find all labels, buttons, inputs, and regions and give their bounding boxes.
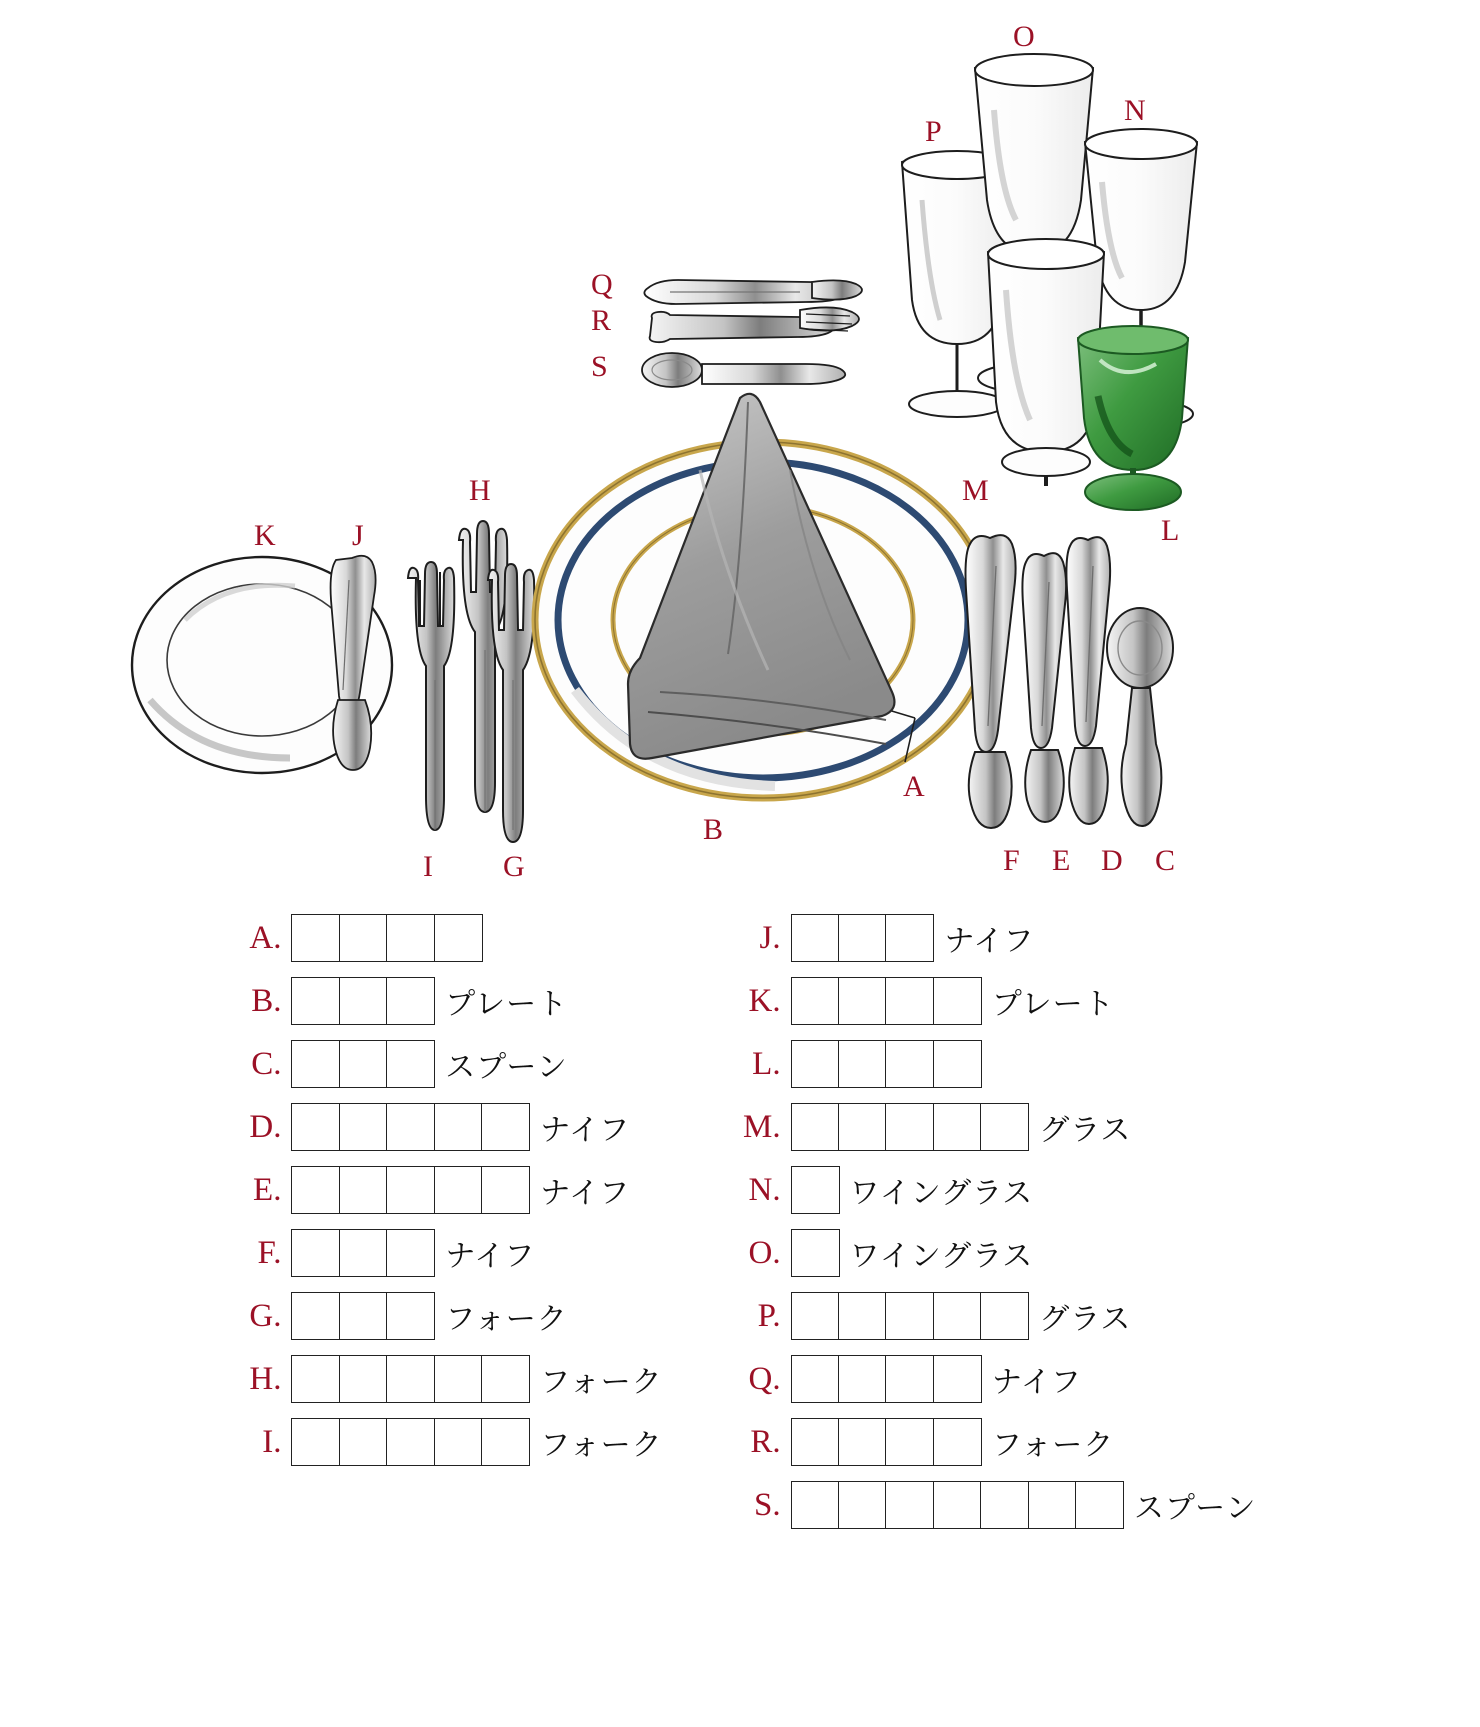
worksheet-row-letter: J. — [759, 919, 781, 956]
worksheet-row-letter: M. — [743, 1108, 781, 1145]
answer-boxes[interactable] — [791, 1418, 982, 1466]
answer-cell[interactable] — [885, 1040, 934, 1088]
worksheet-row — [723, 1041, 982, 1087]
answer-cell[interactable] — [339, 914, 388, 962]
worksheet-row — [223, 1104, 630, 1150]
answer-cell[interactable] — [291, 1040, 340, 1088]
answer-boxes[interactable] — [791, 1166, 840, 1214]
worksheet-row — [723, 1419, 1115, 1465]
answer-cell[interactable] — [291, 1418, 340, 1466]
fork-i — [408, 558, 454, 830]
label-g: G — [503, 850, 525, 883]
answer-suffix-label: ワイングラス — [849, 1177, 1034, 1210]
answer-cell[interactable] — [481, 1103, 530, 1151]
answer-suffix-label: ナイフ — [944, 925, 1035, 958]
label-k: K — [254, 519, 276, 552]
worksheet-row-letter: G. — [249, 1297, 282, 1334]
answer-cell[interactable] — [386, 1418, 435, 1466]
answer-boxes[interactable] — [791, 1481, 1124, 1529]
spoon-c — [1107, 608, 1173, 826]
answer-cell[interactable] — [339, 1418, 388, 1466]
label-d: D — [1101, 844, 1123, 877]
label-b: B — [703, 813, 724, 846]
label-c: C — [1155, 844, 1176, 877]
answer-worksheet — [0, 905, 1480, 1528]
label-a: A — [903, 770, 925, 803]
answer-cell[interactable] — [933, 1418, 982, 1466]
answer-cell[interactable] — [481, 1355, 530, 1403]
answer-cell[interactable] — [791, 1418, 840, 1466]
worksheet-row-letter: B. — [251, 982, 282, 1019]
answer-cell[interactable] — [291, 1103, 340, 1151]
worksheet-row-letter: A. — [249, 919, 282, 956]
answer-cell[interactable] — [434, 1103, 483, 1151]
answer-cell[interactable] — [339, 1229, 388, 1277]
answer-cell[interactable] — [933, 1355, 982, 1403]
worksheet-row — [723, 1356, 1082, 1402]
answer-cell[interactable] — [434, 1418, 483, 1466]
answer-cell[interactable] — [339, 1166, 388, 1214]
answer-cell[interactable] — [791, 1481, 840, 1529]
answer-suffix-label: スプーン — [1134, 1492, 1257, 1525]
label-n: N — [1124, 94, 1146, 127]
answer-suffix-label: ナイフ — [540, 1114, 631, 1147]
worksheet-row-letter: S. — [753, 1486, 781, 1523]
answer-boxes[interactable] — [291, 1103, 530, 1151]
answer-cell[interactable] — [339, 977, 388, 1025]
answer-cell[interactable] — [838, 914, 887, 962]
worksheet-row-letter: L. — [752, 1045, 781, 1082]
answer-cell[interactable] — [885, 1292, 934, 1340]
answer-cell[interactable] — [791, 977, 840, 1025]
answer-suffix-label: ワイングラス — [849, 1240, 1034, 1273]
answer-cell[interactable] — [791, 1166, 840, 1214]
knife-f — [966, 535, 1016, 828]
answer-cell[interactable] — [291, 1229, 340, 1277]
answer-cell[interactable] — [386, 1040, 435, 1088]
label-f: F — [1003, 844, 1020, 877]
worksheet-row-letter: I. — [262, 1423, 282, 1460]
answer-cell[interactable] — [339, 1292, 388, 1340]
answer-suffix-label: フォーク — [445, 1303, 568, 1336]
label-q: Q — [591, 268, 613, 301]
answer-cell[interactable] — [933, 1040, 982, 1088]
answer-cell[interactable] — [291, 1292, 340, 1340]
worksheet-row-letter: K. — [748, 982, 781, 1019]
answer-cell[interactable] — [291, 914, 340, 962]
worksheet-row — [223, 1230, 535, 1276]
label-j: J — [352, 519, 364, 552]
answer-boxes[interactable] — [291, 914, 482, 962]
answer-cell[interactable] — [386, 1355, 435, 1403]
answer-cell[interactable] — [1028, 1481, 1077, 1529]
worksheet-row — [223, 1356, 662, 1402]
answer-cell[interactable] — [386, 1166, 435, 1214]
answer-cell[interactable] — [1075, 1481, 1124, 1529]
worksheet-row — [223, 1167, 630, 1213]
answer-boxes[interactable] — [291, 977, 435, 1025]
dessert-fork-r — [650, 307, 859, 342]
answer-boxes[interactable] — [291, 1292, 435, 1340]
worksheet-row — [723, 1293, 1132, 1339]
answer-suffix-label: ナイフ — [991, 1366, 1082, 1399]
worksheet-column-left — [223, 915, 662, 1528]
worksheet-row — [723, 1230, 1034, 1276]
answer-cell[interactable] — [980, 1103, 1029, 1151]
answer-boxes[interactable] — [791, 1040, 982, 1088]
answer-cell[interactable] — [838, 1292, 887, 1340]
worksheet-row — [223, 978, 568, 1024]
worksheet-column-right — [723, 915, 1257, 1528]
worksheet-row — [723, 1482, 1257, 1528]
answer-boxes[interactable] — [291, 1229, 435, 1277]
label-o: O — [1013, 20, 1035, 53]
answer-cell[interactable] — [885, 977, 934, 1025]
answer-suffix-label: ナイフ — [445, 1240, 536, 1273]
answer-cell[interactable] — [933, 1103, 982, 1151]
answer-cell[interactable] — [481, 1166, 530, 1214]
answer-cell[interactable] — [980, 1292, 1029, 1340]
answer-boxes[interactable] — [291, 1040, 435, 1088]
label-i: I — [423, 850, 433, 883]
worksheet-row — [723, 915, 1035, 961]
answer-cell[interactable] — [481, 1418, 530, 1466]
answer-cell[interactable] — [291, 1166, 340, 1214]
answer-cell[interactable] — [291, 1355, 340, 1403]
answer-suffix-label: フォーク — [540, 1429, 663, 1462]
worksheet-row-letter: N. — [748, 1171, 781, 1208]
answer-cell[interactable] — [339, 1103, 388, 1151]
answer-boxes[interactable] — [291, 1418, 530, 1466]
worksheet-row-letter: E. — [253, 1171, 282, 1208]
answer-boxes[interactable] — [791, 1103, 1030, 1151]
answer-cell[interactable] — [791, 1355, 840, 1403]
answer-boxes[interactable] — [791, 1229, 840, 1277]
answer-suffix-label: プレート — [991, 988, 1115, 1021]
answer-cell[interactable] — [838, 1418, 887, 1466]
worksheet-row — [723, 978, 1115, 1024]
worksheet-row-letter: P. — [757, 1297, 781, 1334]
answer-cell[interactable] — [838, 1481, 887, 1529]
answer-cell[interactable] — [434, 1166, 483, 1214]
answer-cell[interactable] — [791, 1292, 840, 1340]
worksheet-row-letter: F. — [257, 1234, 282, 1271]
answer-cell[interactable] — [386, 977, 435, 1025]
answer-suffix-label: グラス — [1039, 1303, 1132, 1336]
answer-cell[interactable] — [838, 1355, 887, 1403]
worksheet-row-letter: O. — [748, 1234, 781, 1271]
answer-suffix-label: ナイフ — [540, 1177, 631, 1210]
answer-suffix-label: フォーク — [540, 1366, 663, 1399]
worksheet-row-letter: D. — [249, 1108, 282, 1145]
answer-cell[interactable] — [386, 1292, 435, 1340]
answer-cell[interactable] — [791, 914, 840, 962]
label-l: L — [1161, 514, 1180, 547]
answer-cell[interactable] — [386, 1229, 435, 1277]
label-s: S — [591, 350, 608, 383]
worksheet-row-letter: Q. — [748, 1360, 781, 1397]
answer-suffix-label: スプーン — [445, 1051, 568, 1084]
answer-cell[interactable] — [434, 914, 483, 962]
label-h: H — [469, 474, 491, 507]
answer-cell[interactable] — [434, 1355, 483, 1403]
answer-cell[interactable] — [885, 1418, 934, 1466]
answer-cell[interactable] — [933, 1481, 982, 1529]
dessert-spoon-s — [642, 353, 845, 387]
answer-cell[interactable] — [339, 1040, 388, 1088]
answer-cell[interactable] — [291, 977, 340, 1025]
label-r: R — [591, 304, 612, 337]
answer-boxes[interactable] — [791, 914, 935, 962]
worksheet-row-letter: H. — [249, 1360, 282, 1397]
worksheet-row — [223, 1419, 662, 1465]
answer-cell[interactable] — [791, 1103, 840, 1151]
knife-d — [1066, 537, 1110, 824]
answer-boxes[interactable] — [791, 1355, 982, 1403]
answer-boxes[interactable] — [791, 977, 982, 1025]
dessert-knife-q — [644, 280, 862, 304]
answer-suffix-label: フォーク — [991, 1429, 1115, 1462]
worksheet-row-letter: R. — [750, 1423, 781, 1460]
answer-cell[interactable] — [791, 1229, 840, 1277]
answer-cell[interactable] — [885, 1355, 934, 1403]
answer-cell[interactable] — [838, 977, 887, 1025]
answer-cell[interactable] — [838, 1103, 887, 1151]
answer-boxes[interactable] — [291, 1355, 530, 1403]
answer-suffix-label: グラス — [1039, 1114, 1132, 1147]
label-p: P — [925, 115, 942, 148]
answer-cell[interactable] — [386, 1103, 435, 1151]
answer-cell[interactable] — [885, 914, 934, 962]
answer-cell[interactable] — [386, 914, 435, 962]
answer-cell[interactable] — [791, 1040, 840, 1088]
worksheet-row — [723, 1104, 1132, 1150]
worksheet-row-letter: C. — [251, 1045, 282, 1082]
green-glass-l — [1078, 326, 1188, 510]
answer-cell[interactable] — [980, 1481, 1029, 1529]
label-m: M — [962, 474, 989, 507]
answer-cell[interactable] — [885, 1103, 934, 1151]
worksheet-row — [723, 1167, 1034, 1213]
answer-cell[interactable] — [933, 977, 982, 1025]
knife-e — [1022, 553, 1066, 822]
answer-cell[interactable] — [933, 1292, 982, 1340]
answer-boxes[interactable] — [791, 1292, 1030, 1340]
answer-cell[interactable] — [339, 1355, 388, 1403]
label-e: E — [1052, 844, 1071, 877]
worksheet-row — [223, 1293, 567, 1339]
answer-boxes[interactable] — [291, 1166, 530, 1214]
worksheet-row — [223, 915, 482, 961]
answer-suffix-label: プレート — [445, 988, 569, 1021]
answer-cell[interactable] — [838, 1040, 887, 1088]
worksheet-row — [223, 1041, 567, 1087]
answer-cell[interactable] — [885, 1481, 934, 1529]
